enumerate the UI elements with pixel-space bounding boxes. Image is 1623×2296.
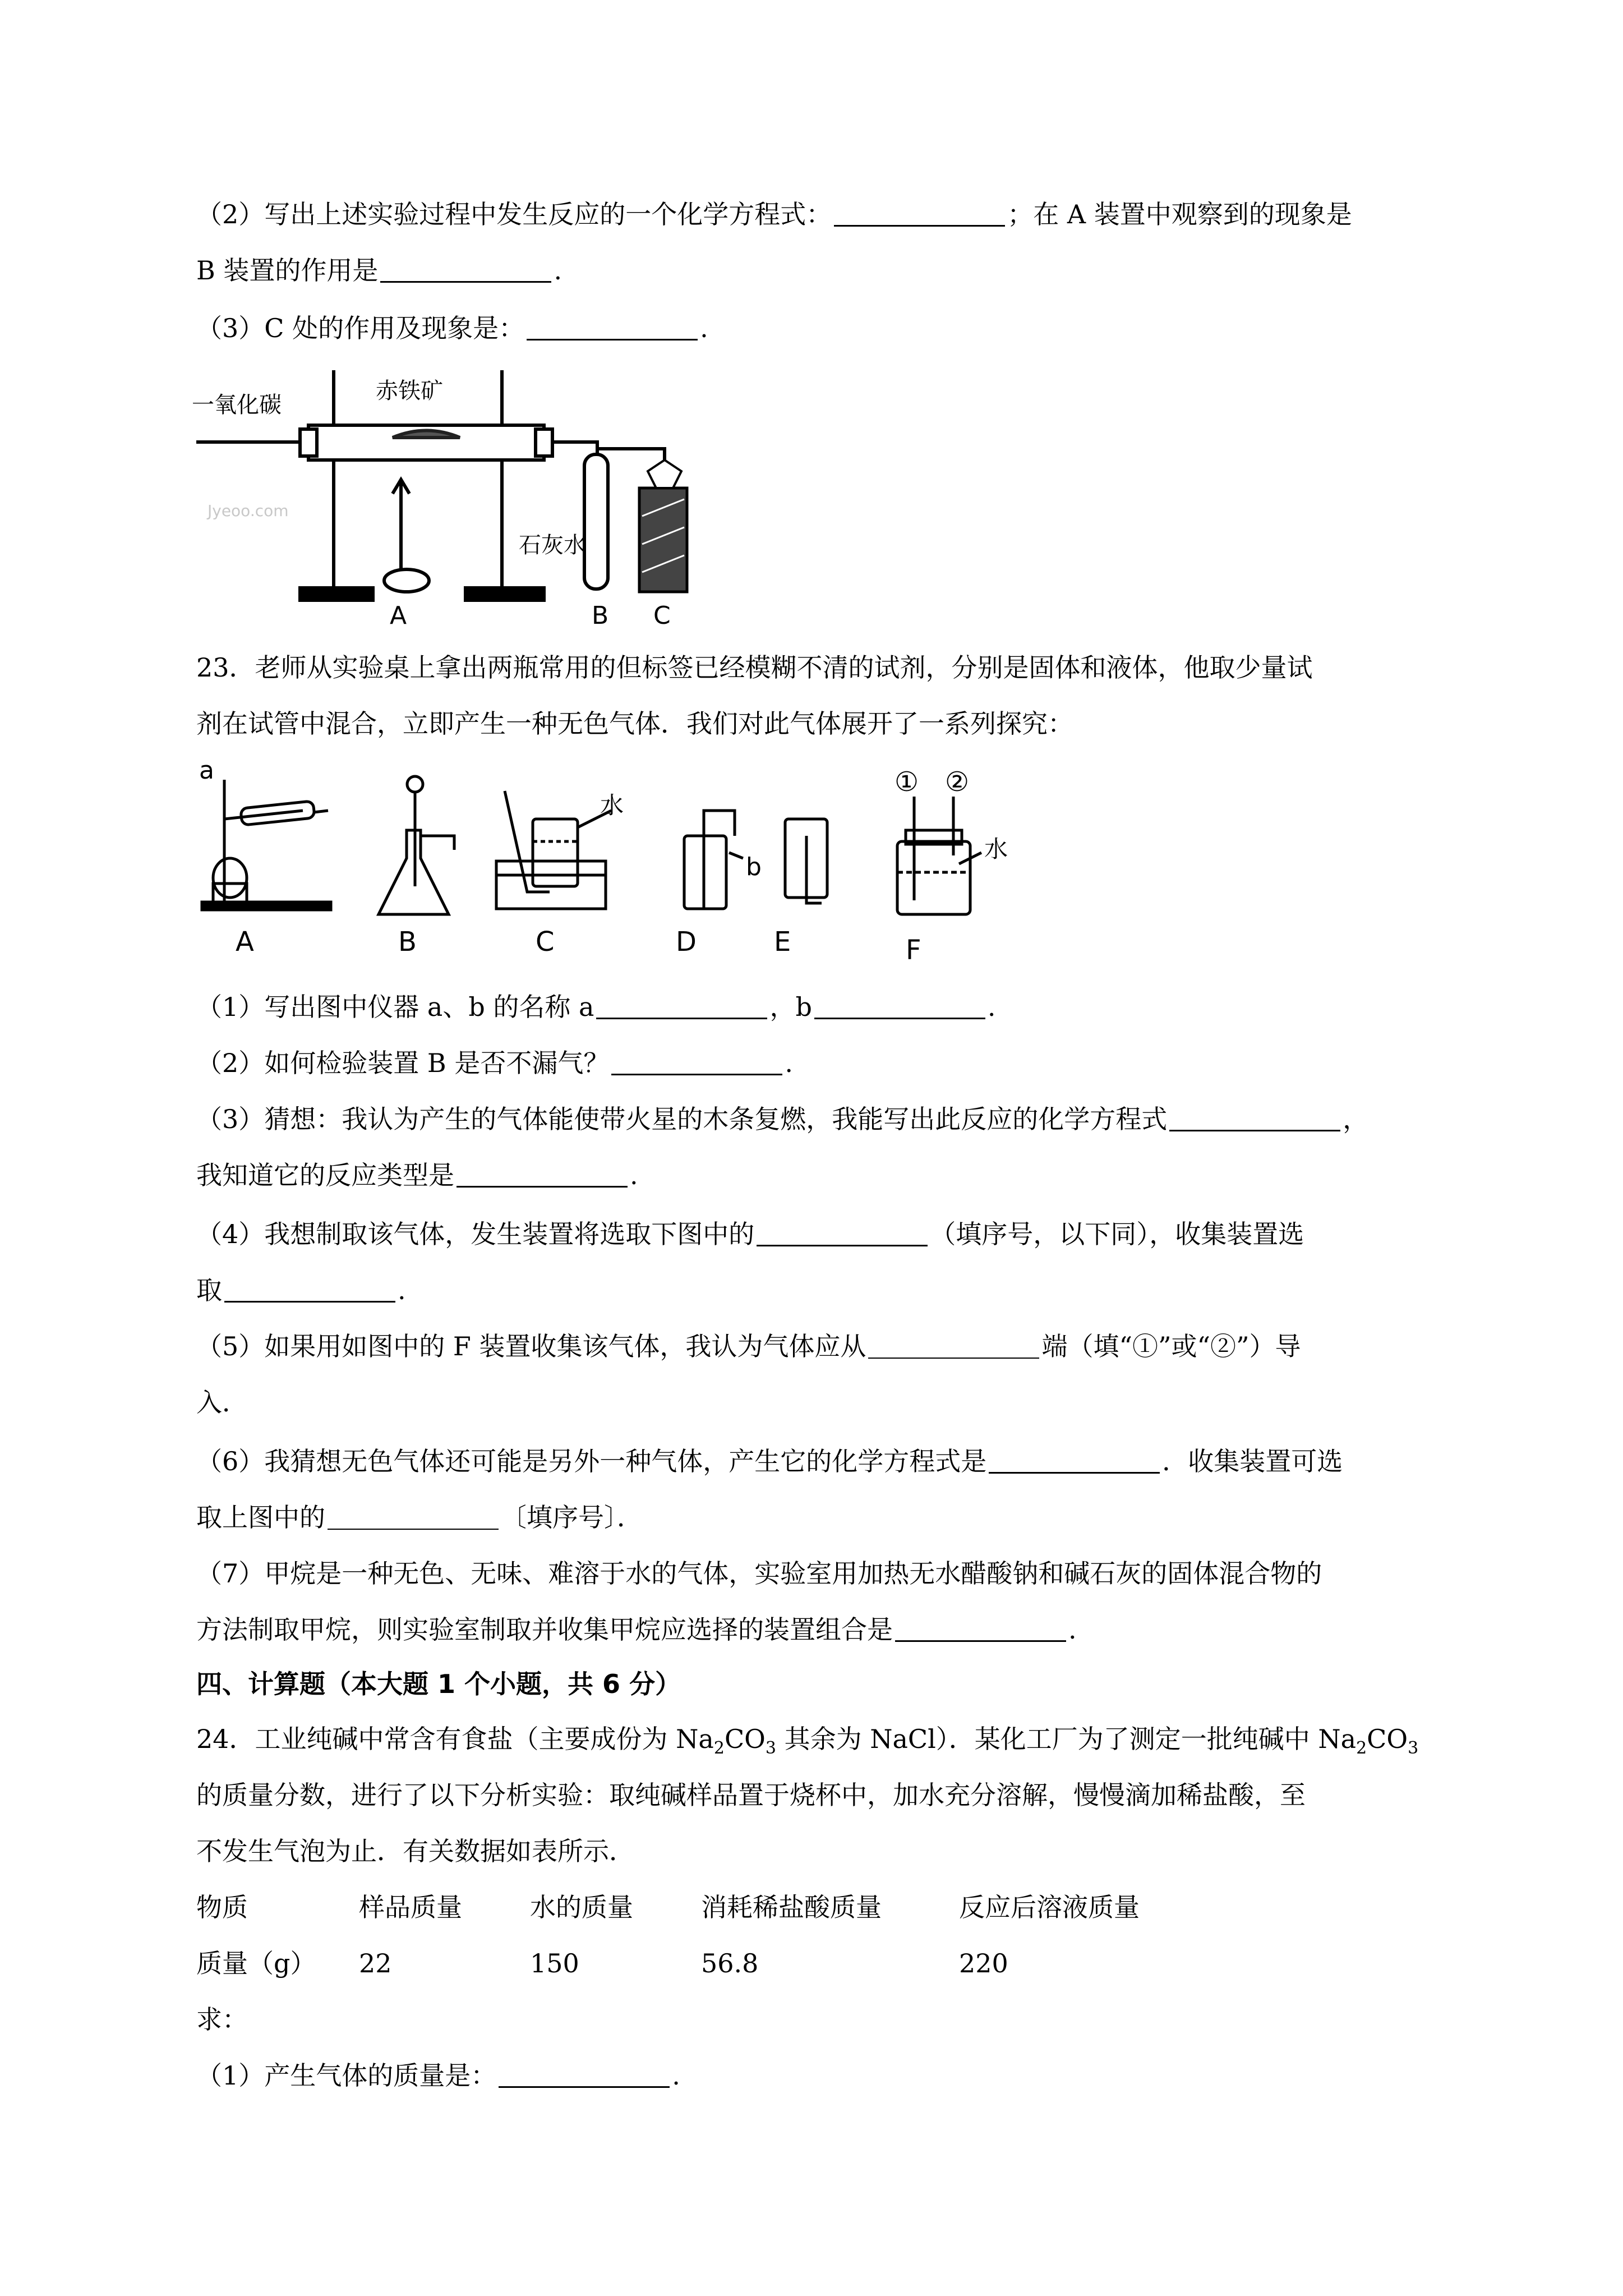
apparatus-F-label: F	[906, 935, 921, 966]
q22-part3: （3）C 处的作用及现象是： .	[196, 313, 708, 343]
label-C: C	[653, 601, 671, 628]
port-2: ②	[945, 766, 970, 798]
q24-line2: 的质量分数，进行了以下分析实验：取纯碱样品置于烧杯中，加水充分溶解，慢慢滴加稀盐酸，至	[196, 1780, 1306, 1810]
label-A: A	[390, 601, 407, 628]
answer-blank[interactable]	[834, 200, 1005, 227]
answer-blank[interactable]	[457, 1161, 628, 1188]
answer-blank[interactable]	[224, 1276, 395, 1303]
answer-blank[interactable]	[380, 256, 551, 283]
q23-sub5-line2: 入．	[196, 1387, 248, 1418]
apparatus-A-label: A	[236, 926, 254, 958]
answer-blank[interactable]	[499, 2062, 670, 2088]
q22-part2-line1: （2）写出上述实验过程中发生反应的一个化学方程式： ；在 A 装置中观察到的现象是	[196, 199, 1352, 229]
q23-sub1: （1）写出图中仪器 a、b 的名称 a ，b .	[196, 992, 996, 1022]
table-cell-2: 150	[530, 1948, 579, 1978]
answer-blank[interactable]	[1169, 1105, 1340, 1131]
answer-blank[interactable]	[989, 1447, 1160, 1474]
q23-sub4-line1: （4）我想制取该气体，发生装置将选取下图中的 （填序号，以下同），收集装置选	[196, 1219, 1304, 1249]
gas-apparatus-figure	[191, 757, 1009, 970]
label-water-f: 水	[984, 835, 1008, 863]
q24-line1: 24．工业纯碱中常含有食盐（主要成份为 $Na_2CO_3$ 其余为 NaCl）．某化工厂为了测定一批纯碱中 $Na_2CO_3$	[196, 1724, 1419, 1759]
apparatus-D-label: D	[676, 926, 697, 958]
table-header-1: 样品质量	[359, 1892, 462, 1922]
label-b: b	[746, 853, 762, 881]
answer-blank[interactable]	[527, 314, 698, 341]
q23-sub6-line1: （6）我猜想无色气体还可能是另外一种气体，产生它的化学方程式是 ．收集装置可选	[196, 1446, 1343, 1476]
answer-blank[interactable]	[328, 1504, 499, 1530]
label-water-c: 水	[600, 792, 624, 819]
q23-sub7-line1: （7）甲烷是一种无色、无味、难溶于水的气体，实验室用加热无水醋酸钠和碱石灰的固体混合物的	[196, 1558, 1322, 1589]
co-reduction-apparatus-figure	[191, 359, 695, 628]
table-header-2: 水的质量	[530, 1892, 633, 1922]
apparatus-B-label: B	[398, 926, 417, 958]
label-co: 一氧化碳	[192, 392, 282, 418]
q23-intro-line1: 23．老师从实验桌上拿出两瓶常用的但标签已经模糊不清的试剂，分别是固体和液体，他取少量试	[196, 652, 1313, 683]
q23-sub5-line1: （5）如果用如图中的 F 装置收集该气体，我认为气体应从 端（填“①”或“②”）导	[196, 1331, 1301, 1361]
answer-blank[interactable]	[757, 1220, 928, 1246]
table-header-0: 物质	[196, 1892, 248, 1922]
q23-sub6-line2: 取上图中的 〔填序号〕．	[196, 1502, 643, 1533]
answer-blank-a[interactable]	[596, 993, 767, 1019]
answer-blank[interactable]	[868, 1333, 1039, 1359]
apparatus-C-label: C	[536, 926, 555, 958]
label-a: a	[199, 757, 214, 785]
answer-blank[interactable]	[611, 1049, 782, 1075]
q23-sub3-line1: （3）猜想：我认为产生的气体能使带火星的木条复燃，我能写出此反应的化学方程式 ，	[196, 1104, 1369, 1134]
q24-line3: 不发生气泡为止．有关数据如表所示．	[196, 1836, 635, 1866]
answer-blank-b[interactable]	[814, 993, 985, 1019]
table-header-4: 反应后溶液质量	[959, 1892, 1140, 1922]
q24-ask: 求：	[196, 2004, 248, 2035]
q23-intro-line2: 剂在试管中混合，立即产生一种无色气体．我们对此气体展开了一系列探究：	[196, 708, 1073, 739]
table-cell-3: 56.8	[701, 1948, 759, 1978]
q23-sub7-line2: 方法制取甲烷，则实验室制取并收集甲烷应选择的装置组合是 .	[196, 1614, 1077, 1645]
q23-sub3-line2: 我知道它的反应类型是 .	[196, 1160, 638, 1190]
q22-part2-line2: B 装置的作用是 .	[196, 255, 562, 286]
label-limewater: 石灰水	[519, 532, 586, 558]
port-1: ①	[895, 766, 919, 798]
q23-sub4-line2: 取 .	[196, 1275, 406, 1305]
label-B: B	[592, 601, 609, 628]
section-4-title: 四、计算题（本大题 1 个小题，共 6 分）	[196, 1669, 681, 1699]
apparatus-E-label: E	[774, 926, 791, 958]
label-iron-ore: 赤铁矿	[376, 378, 443, 404]
q23-sub2: （2）如何检验装置 B 是否不漏气？ .	[196, 1048, 793, 1078]
q24-sub1: （1）产生气体的质量是： .	[196, 2060, 680, 2091]
table-cell-0: 质量（g）	[196, 1948, 316, 1978]
watermark: Jyeoo.com	[208, 501, 289, 520]
table-header-3: 消耗稀盐酸质量	[701, 1892, 882, 1922]
answer-blank[interactable]	[895, 1616, 1066, 1642]
table-cell-1: 22	[359, 1948, 392, 1978]
table-cell-4: 220	[959, 1948, 1008, 1978]
